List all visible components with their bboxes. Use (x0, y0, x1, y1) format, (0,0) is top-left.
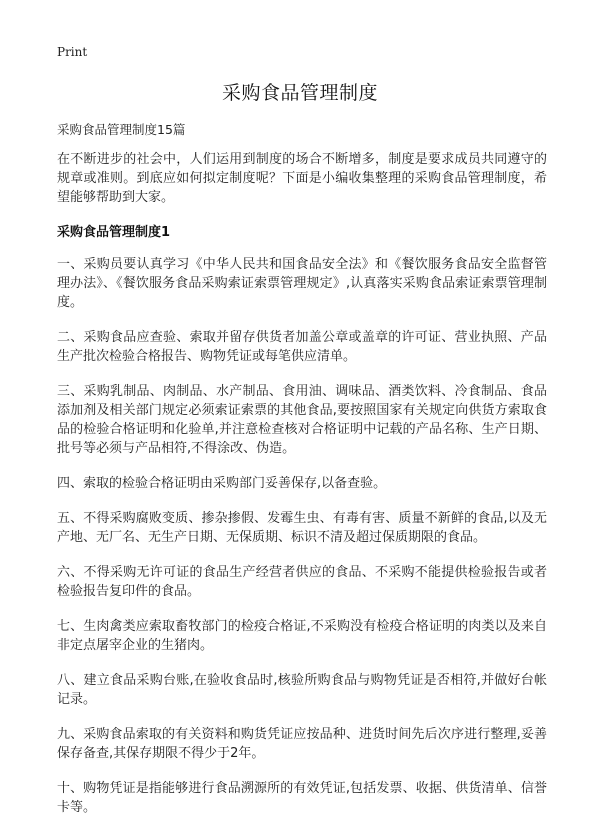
body-paragraph: 十、购物凭证是指能够进行食品溯源所的有效凭证,包括发票、收据、供货清单、信誉卡等。 (57, 781, 547, 815)
intro-paragraph: 在不断进步的社会中，人们运用到制度的场合不断增多，制度是要求成员共同遵守的规章或准则。到底应如何拟定制度呢？下面是小编收集整理的采购食品管理制度，希望能够帮助到大家。 (57, 152, 547, 205)
page-title: 采购食品管理制度 (221, 82, 378, 104)
print-label: Print (57, 45, 88, 59)
body-paragraph: 二、采购食品应查验、索取并留存供货者加盖公章或盖章的许可证、营业执照、产品生产批次检验合格报告、购物凭证或每笔供应清单。 (57, 330, 547, 364)
body-paragraph: 七、生肉禽类应索取畜牧部门的检疫合格证,不采购没有检疫合格证明的肉类以及来自非定点屠宰企业的生猪肉。 (57, 619, 547, 653)
body-paragraph: 一、采购员要认真学习《中华人民共和国食品安全法》和《餐饮服务食品安全监督管理办法》、《餐饮服务食品采购索证索票管理规定》,认真落实采购食品索证索票管理制度。 (57, 257, 547, 310)
body-paragraph: 三、采购乳制品、肉制品、水产制品、食用油、调味品、酒类饮料、冷食制品、食品添加剂及相关部门规定必须索证索票的其他食品,要按照国家有关规定向供货方索取食品的检验合格证明和化验单,并注意检查核对合格证明中记载的产品名称、生产日期、批号等必须与产品相符,不得涂改、伪造。 (57, 384, 547, 456)
body-paragraph: 九、采购食品索取的有关资料和购货凭证应按品种、进货时间先后次序进行整理,妥善保存备查,其保存期限不得少于2年。 (57, 727, 547, 761)
document-body (57, 150, 547, 833)
section-heading: 采购食品管理制度1 (57, 225, 171, 240)
body-paragraph: 四、索取的检验合格证明由采购部门妥善保存,以备查验。 (57, 476, 387, 491)
document-subtitle: 采购食品管理制度15篇 (57, 122, 186, 137)
body-paragraph: 五、不得采购腐败变质、掺杂掺假、发霉生虫、有毒有害、质量不新鲜的食品,以及无产地、无厂名、无生产日期、无保质期、标识不清及超过保质期限的食品。 (57, 511, 547, 545)
body-paragraph: 六、不得采购无许可证的食品生产经营者供应的食品、不采购不能提供检验报告或者检验报告复印件的食品。 (57, 565, 547, 599)
body-paragraph: 八、建立食品采购台账,在验收食品时,核验所购食品与购物凭证是否相符,并做好台帐记录。 (57, 673, 547, 707)
